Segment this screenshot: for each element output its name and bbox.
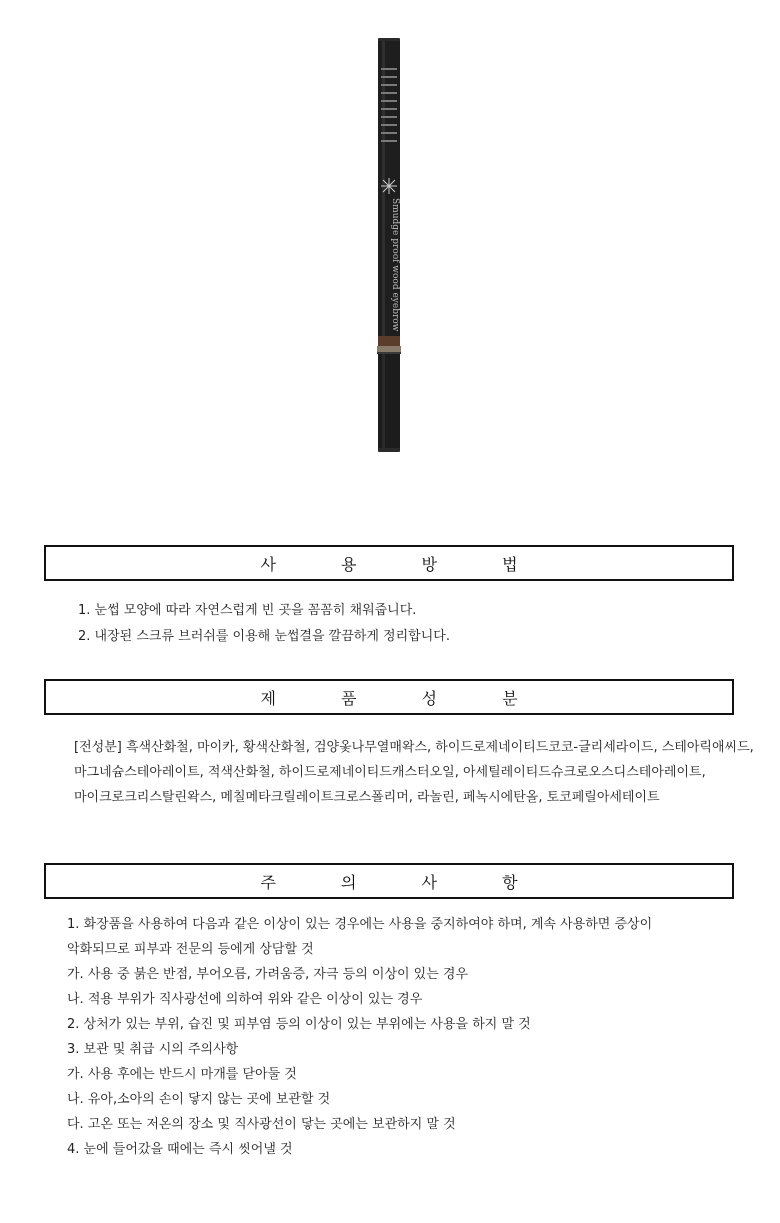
caution-header xyxy=(44,863,734,899)
usage-item: 2. 내장된 스크류 브러쉬를 이용해 눈썹결을 깔끔하게 정리합니다. xyxy=(78,629,450,644)
caution-item: 가. 사용 중 붉은 반점, 부어오름, 가려움증, 자극 등의 이상이 있는 경우 xyxy=(67,967,469,982)
caution-title: 주 의 사 항 xyxy=(260,872,548,892)
ingredients-title: 제 품 성 분 xyxy=(260,688,548,708)
caution-item: 나. 적용 부위가 직사광선에 의하여 위와 같은 이상이 있는 경우 xyxy=(67,992,423,1007)
caution-item: 가. 사용 후에는 반드시 마개를 닫아둘 것 xyxy=(67,1067,297,1082)
pencil-print-text: Smudge proof wood eyebrow xyxy=(390,198,400,332)
usage-title: 사 용 방 법 xyxy=(260,554,548,574)
ingredients-header xyxy=(44,679,734,715)
usage-header xyxy=(44,545,734,581)
caution-item: 1. 화장품을 사용하여 다음과 같은 이상이 있는 경우에는 사용을 중지하여야 하며, 계속 사용하면 증상이 xyxy=(67,917,653,932)
caution-item: 4. 눈에 들어갔을 때에는 즉시 씻어낼 것 xyxy=(67,1142,293,1157)
product-image-area xyxy=(0,0,780,470)
ingredients-text xyxy=(74,735,754,810)
ingredients-line: [전성분] 흑색산화철, 마이카, 황색산화철, 검양옻나무열매왁스, 하이드로제네이티드코코-글리세라이드, 스테아릭애씨드, xyxy=(74,740,754,755)
caution-item: 3. 보관 및 취급 시의 주의사항 xyxy=(67,1042,239,1057)
usage-item: 1. 눈썹 모양에 따라 자연스럽게 빈 곳을 꼼꼼히 채워줍니다. xyxy=(78,603,417,618)
caution-item: 2. 상처가 있는 부위, 습진 및 피부염 등의 이상이 있는 부위에는 사용을 하지 말 것 xyxy=(67,1017,531,1032)
ingredients-line: 마그네슘스테아레이트, 적색산화철, 하이드로제네이티드캐스터오일, 아세틸레이티드슈크로오스디스테아레이트, xyxy=(74,765,706,780)
ingredients-line: 마이크로크리스탈린왁스, 메칠메타크릴레이트크로스폴리머, 라놀린, 페녹시에탄올, 토코페릴아세테이트 xyxy=(74,790,660,805)
eyebrow-pencil-image xyxy=(370,36,410,456)
caution-list xyxy=(67,912,747,1162)
caution-item: 다. 고온 또는 저온의 장소 및 직사광선이 닿는 곳에는 보관하지 말 것 xyxy=(67,1117,456,1132)
caution-item: 나. 유아,소아의 손이 닿지 않는 곳에 보관할 것 xyxy=(67,1092,331,1107)
usage-list xyxy=(78,598,758,650)
caution-item: 악화되므로 피부과 전문의 등에게 상담할 것 xyxy=(67,942,314,957)
